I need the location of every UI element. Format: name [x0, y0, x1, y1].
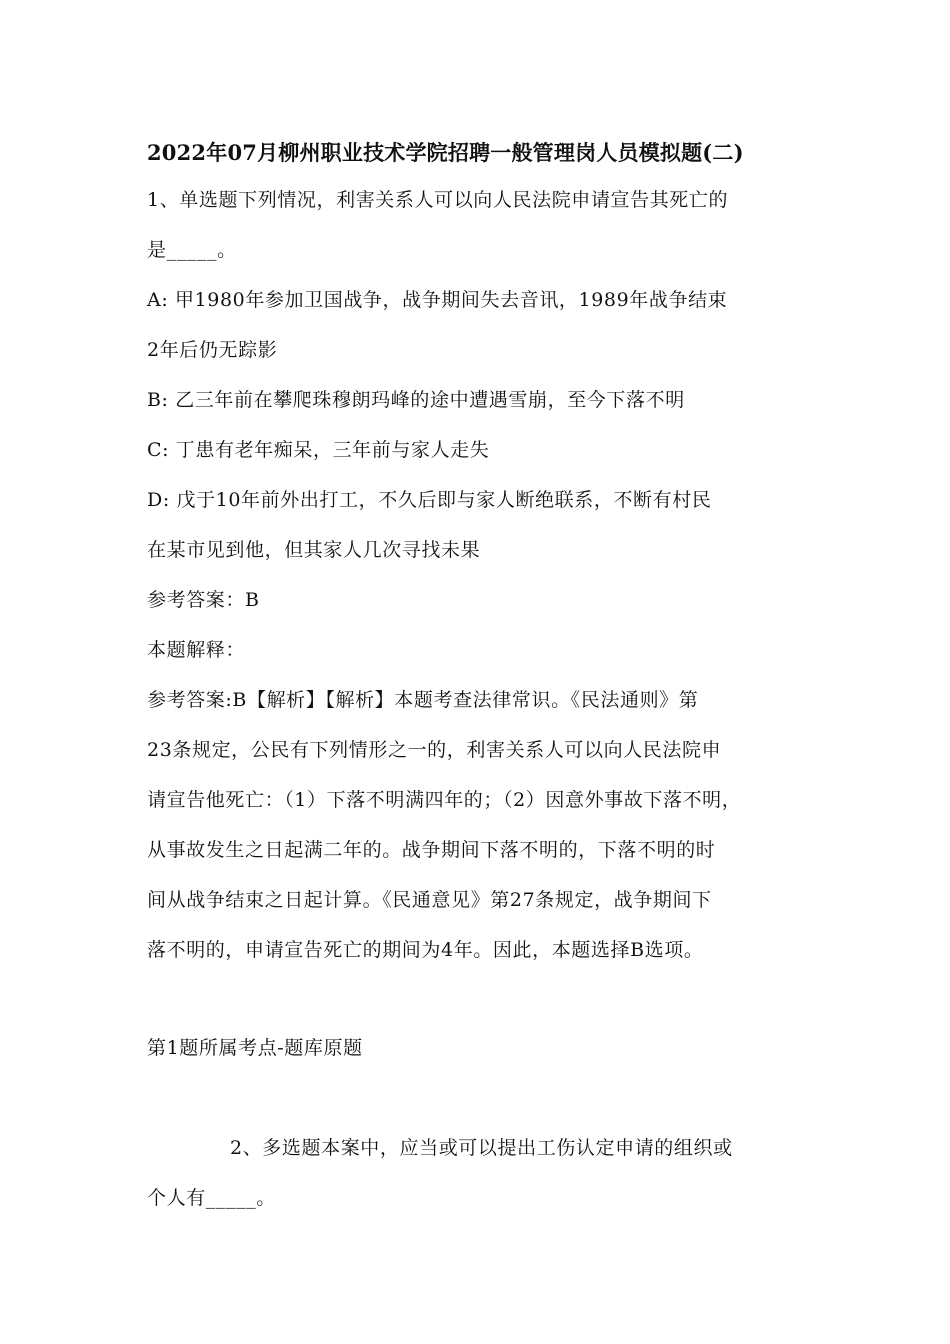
question-2-stem-continued: 个人有_____。 [147, 1187, 276, 1209]
question-1-stem-continued: 是_____。 [147, 239, 237, 261]
explanation-line: 23条规定，公民有下列情形之一的，利害关系人可以向人民法院申 [147, 739, 722, 761]
reference-answer: 参考答案：B [147, 589, 260, 611]
explanation-line: 参考答案:B【解析】【解析】本题考查法律常识。《民法通则》第 [147, 689, 699, 711]
option-a-continued: 2年后仍无踪影 [147, 339, 278, 361]
explanation-line: 间从战争结束之日起计算。《民通意见》第27条规定，战争期间下 [147, 889, 712, 911]
question-1-topic: 第1题所属考点-题库原题 [147, 1037, 363, 1059]
option-a: A: 甲1980年参加卫国战争，战争期间失去音讯，1989年战争结束 [147, 289, 728, 311]
option-b: B: 乙三年前在攀爬珠穆朗玛峰的途中遭遇雪崩，至今下落不明 [147, 389, 685, 411]
option-c: C: 丁患有老年痴呆，三年前与家人走失 [147, 439, 490, 461]
document-title: 2022年07月柳州职业技术学院招聘一般管理岗人员模拟题(二) [147, 140, 744, 165]
option-d-continued: 在某市见到他，但其家人几次寻找未果 [147, 539, 481, 561]
explanation-heading: 本题解释： [147, 639, 246, 661]
question-1-stem: 1、单选题下列情况，利害关系人可以向人民法院申请宣告其死亡的 [147, 189, 729, 211]
explanation-line: 落不明的，申请宣告死亡的期间为4年。因此，本题选择B选项。 [147, 939, 704, 961]
question-2-stem: 2、多选题本案中，应当或可以提出工伤认定申请的组织或 [230, 1137, 733, 1159]
explanation-line: 从事故发生之日起满二年的。战争期间下落不明的，下落不明的时 [147, 839, 716, 861]
explanation-line: 请宣告他死亡：（1）下落不明满四年的；（2）因意外事故下落不明， [147, 789, 742, 811]
option-d: D: 戊于10年前外出打工，不久后即与家人断绝联系，不断有村民 [147, 489, 712, 511]
